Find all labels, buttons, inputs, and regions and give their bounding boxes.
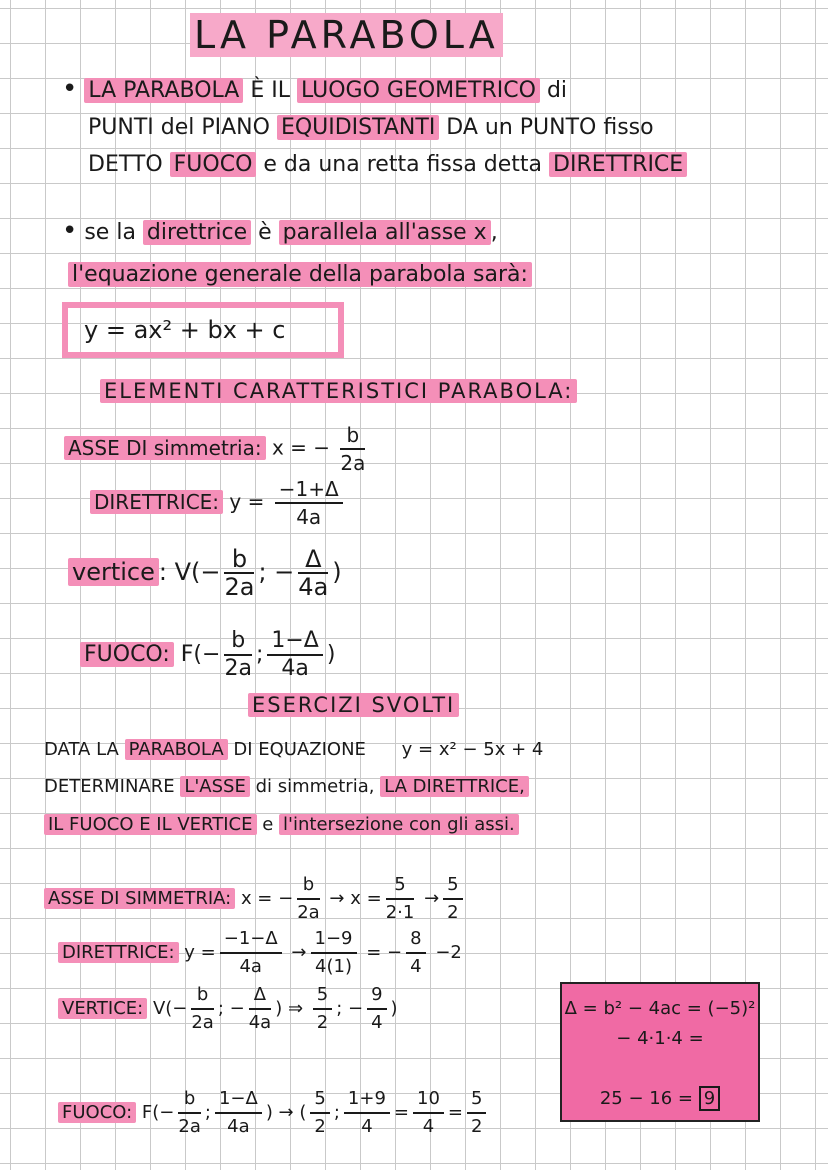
- exercises-line-1: DATA LA PARABOLA DI EQUAZIONE y = x² − 5x + 4: [44, 739, 544, 760]
- delta-line-2: − 4·1·4 =: [616, 1028, 704, 1049]
- fuoco-fraction-2: $\frac{1-\Delta}{4a}$: [267, 628, 322, 682]
- delta-result: 9: [699, 1086, 720, 1111]
- solution-fuoco-fraction-1: $\frac{b}{2a}$: [178, 1088, 201, 1137]
- general-line-1: • se la direttrice è parallela all'asse x ,: [62, 216, 498, 246]
- solution-fuoco-fraction-2: $\frac{1-\Delta}{4a}$: [215, 1086, 262, 1140]
- fuoco-fraction-1: $\frac{b}{2a}$: [224, 628, 252, 681]
- elements-direttrice: DIRETTRICE: y = $\frac{-1+\Delta}{4a}$: [90, 476, 347, 530]
- solution-vert-fraction-3: $\frac{5}{2}$: [313, 982, 332, 1036]
- solution-fuoco-fraction-5: $\frac{10}{4}$: [413, 1086, 444, 1140]
- solution-direttrice: DIRETTRICE: y = $\frac{-1-\Delta}{4a}$ → $\frac{1-9}{4(1)}$ = − $\frac{8}{4}$ −2: [58, 926, 462, 980]
- exercises-heading: ESERCIZI SVOLTI: [248, 690, 459, 720]
- solution-asse-fraction-2: $\frac{5}{2\cdot 1}$: [385, 874, 415, 923]
- solution-fuoco-fraction-3: $\frac{5}{2}$: [310, 1086, 329, 1140]
- elements-fuoco: FUOCO: F(− $\frac{b}{2a}$ ; $\frac{1-\Delta}{4a}$ ): [80, 628, 335, 682]
- vertice-fraction-2: $\frac{\Delta}{4a}$: [298, 545, 329, 601]
- solution-vert-fraction-1: $\frac{b}{2a}$: [191, 984, 214, 1033]
- solution-vert-fraction-4: $\frac{9}{4}$: [367, 982, 386, 1036]
- general-line-2: l'equazione generale della parabola sarà:: [68, 260, 532, 290]
- delta-line-3: 25 − 16 = 9: [562, 1088, 758, 1109]
- vertice-fraction-1: $\frac{b}{2a}$: [224, 545, 255, 601]
- solution-asse-fraction-3: $\frac{5}{2}$: [443, 872, 462, 926]
- asse-fraction: $\frac{b}{2a}$: [340, 423, 366, 475]
- solution-asse-fraction-1: $\frac{b}{2a}$: [297, 874, 320, 923]
- delta-line-1: Δ = b² − 4ac = (−5)²: [564, 998, 756, 1019]
- general-formula: y = ax² + bx + c: [84, 316, 286, 344]
- elements-asse: ASSE DI simmetria: x = − $\frac{b}{2a}$: [64, 422, 369, 476]
- solution-dir-fraction-2: $\frac{1-9}{4(1)}$: [311, 926, 357, 980]
- solution-fuoco: FUOCO: F(− $\frac{b}{2a}$ ; $\frac{1-\Delta}{4a}$ ) → ( $\frac{5}{2}$ ; $\frac{1+9}{4}$ = $\frac{10}{4}$ = $\frac{5}{2}$: [58, 1086, 490, 1140]
- exercises-line-2: DETERMINARE L'ASSE di simmetria, LA DIRETTRICE,: [44, 772, 529, 802]
- solution-vert-fraction-2: $\frac{\Delta}{4a}$: [248, 984, 272, 1033]
- page-title: LA PARABOLA: [190, 20, 503, 50]
- exercises-line-3: IL FUOCO E IL VERTICE e l'intersezione con gli assi.: [44, 810, 519, 840]
- solution-vertice: VERTICE: V(− $\frac{b}{2a}$ ; − $\frac{\Delta}{4a}$ ) ⇒ $\frac{5}{2}$ ; − $\frac{9}{4}$ ): [58, 982, 398, 1036]
- solution-asse: ASSE DI SIMMETRIA: x = − $\frac{b}{2a}$ → x = $\frac{5}{2\cdot 1}$ → $\frac{5}{2}$: [44, 872, 467, 926]
- intro-line-3: DETTO FUOCO e da una retta fissa detta DIRETTRICE: [88, 150, 687, 180]
- elements-heading: ELEMENTI CARATTERISTICI PARABOLA:: [100, 376, 577, 406]
- intro-line-1: • LA PARABOLA È IL LUOGO GEOMETRICO di: [62, 74, 568, 104]
- solution-fuoco-fraction-6: $\frac{5}{2}$: [467, 1086, 486, 1140]
- delta-box: [560, 982, 760, 1122]
- solution-dir-fraction-3: $\frac{8}{4}$: [406, 926, 425, 980]
- solution-dir-fraction-1: $\frac{-1-\Delta}{4a}$: [220, 926, 282, 980]
- intro-line-2: PUNTI del PIANO EQUIDISTANTI DA un PUNTO fisso: [88, 115, 654, 140]
- elements-vertice: vertice : V(− $\frac{b}{2a}$ ; − $\frac{\Delta}{4a}$ ): [68, 546, 342, 600]
- solution-fuoco-fraction-4: $\frac{1+9}{4}$: [344, 1086, 390, 1140]
- direttrice-fraction: $\frac{-1+\Delta}{4a}$: [275, 476, 343, 530]
